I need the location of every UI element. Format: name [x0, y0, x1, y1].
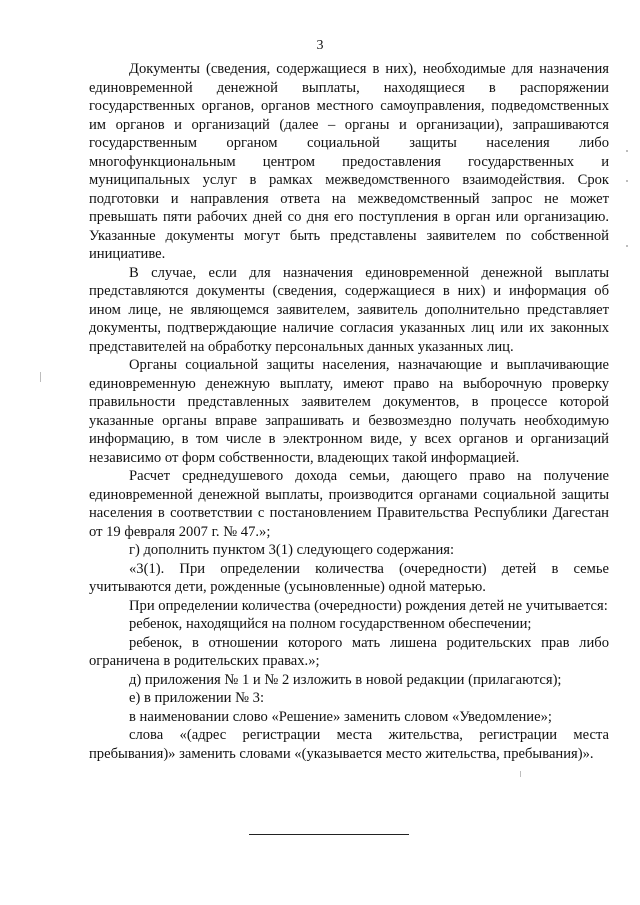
paragraph: д) приложения № 1 и № 2 изложить в новой редакции (прилагаются);	[129, 671, 562, 688]
paragraph: «3(1). При определении количества (очередности) детей в семье учитываются дети, рожденные (усыновленные) одной матерью.	[89, 560, 609, 595]
paragraph: слова «(адрес регистрации места жительства, регистрации места пребывания)» заменить словами «(указывается место жительства, пребывания)».	[89, 727, 609, 762]
paragraph: е) в приложении № 3:	[129, 690, 265, 706]
footer-divider	[249, 834, 409, 835]
paragraph: При определении количества (очередности) рождения детей не учитывается:	[129, 597, 608, 614]
document-body	[89, 60, 609, 763]
paragraph: Документы (сведения, содержащиеся в них), необходимые для назначения единовременной денежной выплаты, находящиеся в распоряжении государственных органов, органов местного самоуправления, подведомственных им органов и организаций (далее – органы и организации), запрашиваются государственным органом социальной защиты населения либо многофункциональным центром предоставления государственных и муниципальных услуг в рамках межведомственного взаимодействия. Срок подготовки и направления ответа на межведомственный запрос не может превышать пяти рабочих дней со дня его поступления в орган или организацию. Указанные документы могут быть представлены заявителем по собственной инициативе.	[89, 61, 609, 262]
scan-artifact	[40, 372, 41, 382]
scan-artifact	[520, 771, 521, 777]
paragraph: ребенок, в отношении которого мать лишена родительских прав либо ограничена в родительских правах.»;	[89, 634, 609, 669]
scan-artifact	[626, 180, 628, 182]
paragraph: г) дополнить пунктом 3(1) следующего содержания:	[129, 542, 455, 558]
paragraph: Расчет среднедушевого дохода семьи, дающего право на получение единовременной денежной выплаты, производится органами социальной защиты населения в соответствии с постановлением Правительства Республики Дагестан от 19 февраля 2007 г. № 47.»;	[89, 468, 609, 540]
paragraph: Органы социальной защиты населения, назначающие и выплачивающие единовременную денежную выплату, имеют право на выборочную проверку правильности представленных заявителем документов, в процессе которой указанные органы вправе запрашивать и безвозмездно получать необходимую информацию, в том числе в электронном виде, у всех органов и организаций независимо от форм собственности, владеющих такой информацией.	[89, 357, 609, 466]
scan-artifact	[626, 245, 628, 247]
paragraph: В случае, если для назначения единовременной денежной выплаты представляются документы (сведения, содержащиеся в них) и информация об ином лице, не являющемся заявителем, заявитель дополнительно представляет документы, подтверждающие наличие согласия указанных лиц или их законных представителей на обработку персональных данных указанных лиц.	[89, 264, 609, 355]
scan-artifact	[626, 150, 628, 152]
paragraph: в наименовании слово «Решение» заменить словом «Уведомление»;	[129, 708, 552, 725]
page-number: 3	[316, 38, 324, 53]
paragraph: ребенок, находящийся на полном государственном обеспечении;	[129, 616, 532, 632]
